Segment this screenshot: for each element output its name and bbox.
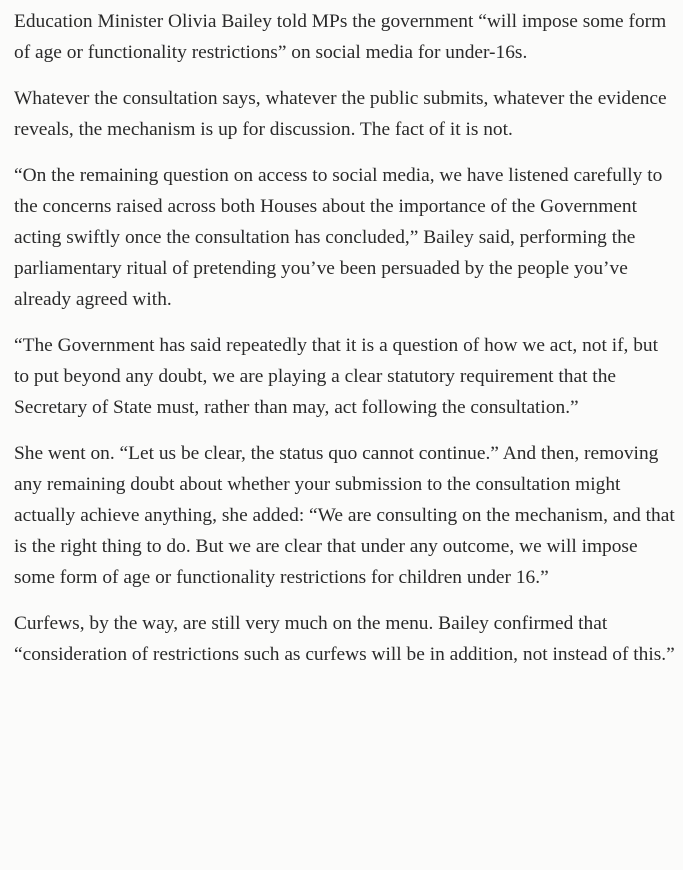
- paragraph-2: Whatever the consultation says, whatever the public submits, whatever the evidence reveals, the mechanism is up for discussion. The fact of it is not.: [14, 88, 667, 140]
- paragraph-4: “The Government has said repeatedly that it is a question of how we act, not if, but to put beyond any doubt, we are playing a clear statutory requirement that the Secretary of State must, rather than may, act following the consultation.”: [14, 335, 659, 418]
- paragraph-6: Curfews, by the way, are still very much on the menu. Bailey confirmed that “consideration of restrictions such as curfews will be in addition, not instead of this.”: [14, 613, 675, 665]
- paragraph-1: Education Minister Olivia Bailey told MPs the government “will impose some form of age or functionality restrictions” on social media for under-16s.: [14, 11, 667, 63]
- paragraph-3: “On the remaining question on access to social media, we have listened carefully to the concerns raised across both Houses about the importance of the Government acting swiftly once the consultation has concluded,” Bailey said, performing the parliamentary ritual of pretending you’ve been persuaded by the people you’ve already agreed with.: [14, 165, 663, 310]
- article-body: [14, 6, 676, 685]
- paragraph-5: She went on. “Let us be clear, the status quo cannot continue.” And then, removing any remaining doubt about whether your submission to the consultation might actually achieve anything, she added: “We are consulting on the mechanism, and that is the right thing to do. But we are clear that under any outcome, we will impose some form of age or functionality restrictions for children under 16.”: [14, 443, 675, 588]
